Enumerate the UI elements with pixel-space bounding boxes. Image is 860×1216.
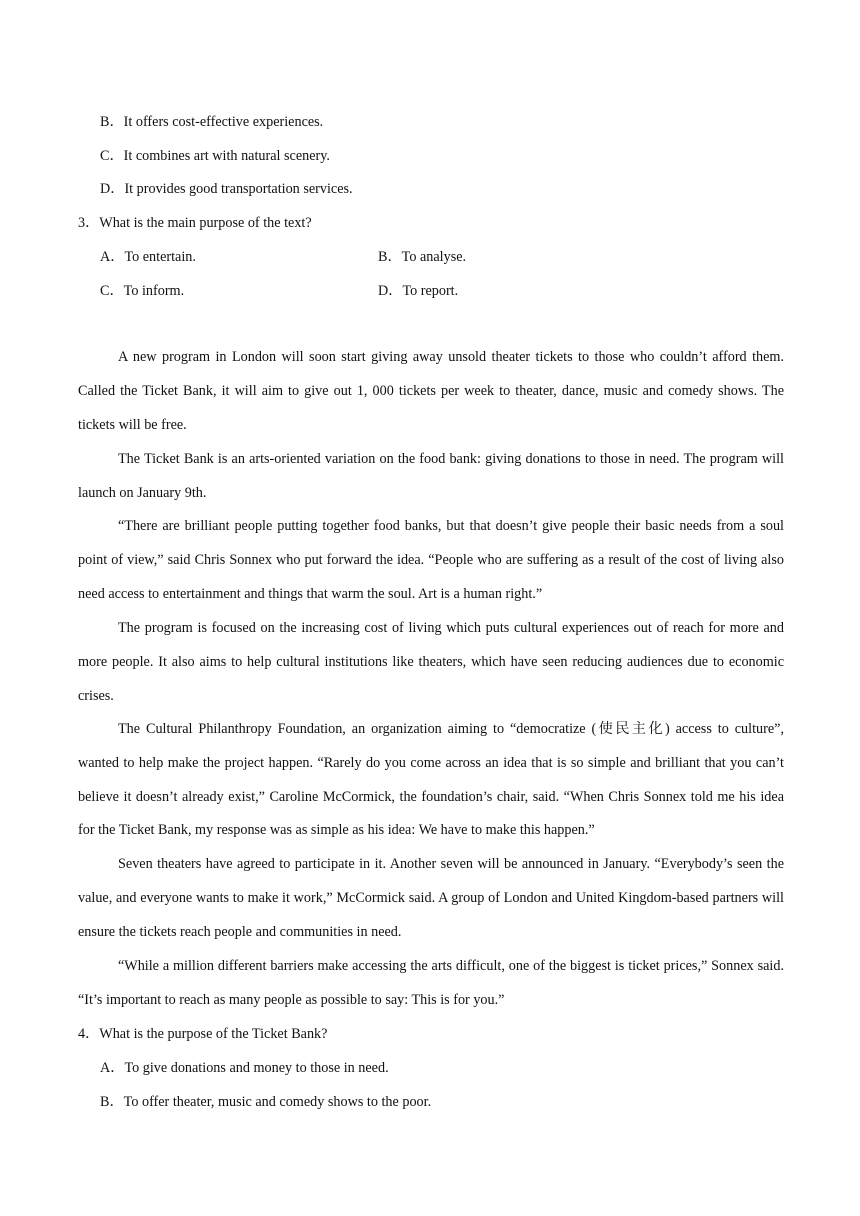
- option-text: It combines art with natural scenery.: [123, 148, 330, 164]
- passage-paragraph-7: “While a million different barriers make accessing the arts difficult, one of the biggest is ticket prices,” Sonnex said. “It’s important to reach as many people as possible to say: This is for you.”: [78, 958, 784, 1008]
- q2-option-d: [100, 179, 353, 199]
- option-text: To entertain.: [124, 249, 196, 265]
- passage-paragraph-6: Seven theaters have agreed to participate in it. Another seven will be announced in January. “Everybody’s seen the value, and everyone wants to make it work,” McCormick said. A group of London and United Kingdom-based partners will ensure the tickets reach people and communities in need.: [78, 856, 784, 940]
- option-letter: D．: [378, 283, 403, 299]
- option-text: It provides good transportation services.: [124, 181, 353, 197]
- passage-paragraph-5: The Cultural Philanthropy Foundation, an organization aiming to “democratize (使民主化) access to culture”, wanted to help make the project happen. “Rarely do you come across an idea that is so simple and brilliant that you can’t believe it doesn’t already exist,” Caroline McCormick, the foundation’s chair, said. “When Chris Sonnex told me his idea for the Ticket Bank, my response was as simple as his idea: We have to make this happen.”: [78, 721, 784, 839]
- option-text: To analyse.: [401, 249, 467, 265]
- option-text: To inform.: [123, 283, 185, 299]
- option-letter: A．: [100, 249, 125, 265]
- option-letter: B．: [378, 249, 402, 265]
- question-text: What is the main purpose of the text?: [99, 215, 312, 231]
- option-letter: B．: [100, 1094, 124, 1110]
- option-letter: C．: [100, 283, 124, 299]
- question-number: 4．: [78, 1026, 100, 1042]
- option-letter: A．: [100, 1060, 125, 1076]
- option-text: To give donations and money to those in need.: [124, 1060, 389, 1076]
- q2-option-c: [100, 146, 330, 166]
- option-text: It offers cost-effective experiences.: [123, 114, 324, 130]
- passage-paragraph-2: The Ticket Bank is an arts-oriented variation on the food bank: giving donations to those in need. The program will launch on January 9th.: [78, 451, 784, 501]
- q3-option-b: [378, 247, 466, 267]
- option-letter: B．: [100, 114, 124, 130]
- q4-option-b: [100, 1092, 431, 1112]
- option-text: To report.: [402, 283, 459, 299]
- option-letter: D．: [100, 181, 125, 197]
- q3-option-a: [100, 247, 196, 267]
- passage-paragraph-4: The program is focused on the increasing cost of living which puts cultural experiences out of reach for more and more people. It also aims to help cultural institutions like theaters, which have seen reducing audiences due to economic crises.: [78, 620, 784, 704]
- q3-option-d: [378, 281, 458, 301]
- q4-option-a: [100, 1058, 389, 1078]
- option-letter: C．: [100, 148, 124, 164]
- question-text: What is the purpose of the Ticket Bank?: [99, 1026, 328, 1042]
- q3-option-c: [100, 281, 184, 301]
- question-number: 3．: [78, 215, 100, 231]
- q4-stem: [78, 1024, 327, 1044]
- q3-stem: [78, 213, 312, 233]
- option-text: To offer theater, music and comedy shows to the poor.: [123, 1094, 432, 1110]
- q2-option-b: [100, 112, 323, 132]
- passage-paragraph-1: A new program in London will soon start giving away unsold theater tickets to those who couldn’t afford them. Called the Ticket Bank, it will aim to give out 1, 000 tickets per week to theater, dance, music and comedy shows. The tickets will be free.: [78, 349, 784, 433]
- passage-paragraph-3: “There are brilliant people putting together food banks, but that doesn’t give people their basic needs from a soul point of view,” said Chris Sonnex who put forward the idea. “People who are suffering as a result of the cost of living also need access to entertainment and things that warm the soul. Art is a human right.”: [78, 518, 784, 602]
